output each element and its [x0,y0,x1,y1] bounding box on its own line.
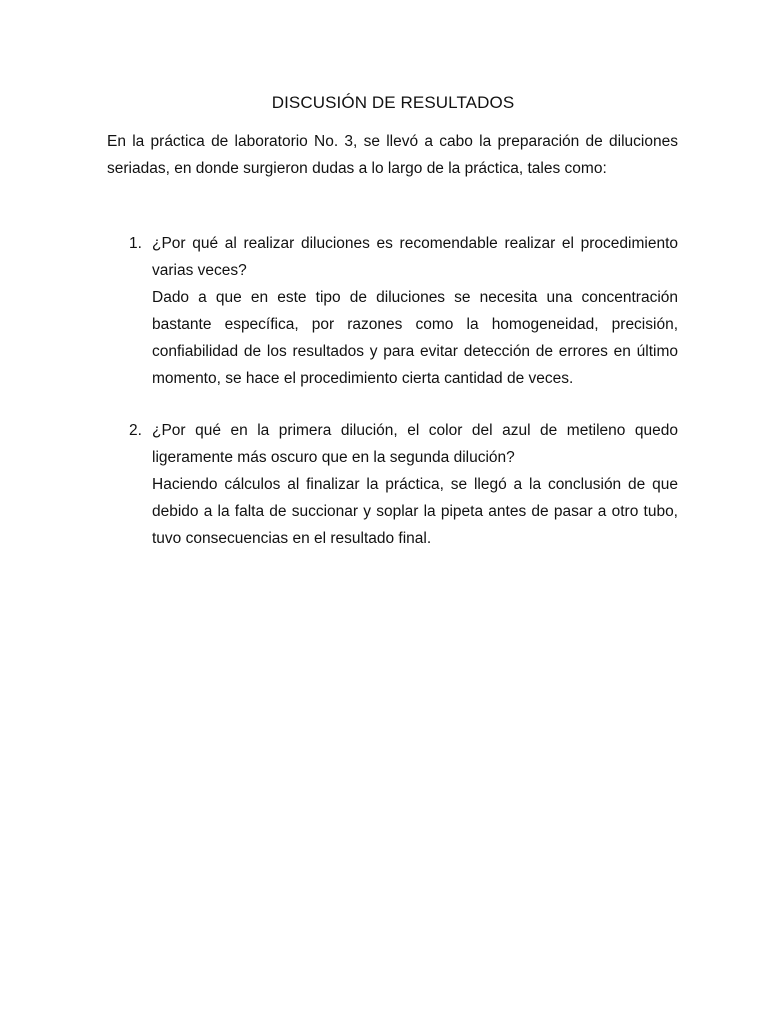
intro-paragraph: En la práctica de laboratorio No. 3, se llevó a cabo la preparación de diluciones seriadas, en donde surgieron dudas a lo largo de la práctica, tales como: [107,133,678,177]
question-text: ¿Por qué al realizar diluciones es recomendable realizar el procedimiento varias veces? [152,235,678,279]
answer-text: Haciendo cálculos al finalizar la práctica, se llegó a la conclusión de que debido a la falta de succionar y soplar la pipeta antes de pasar a otro tubo, tuvo consecuencias en el resultado final. [152,476,678,547]
answer-text: Dado a que en este tipo de diluciones se necesita una concentración bastante específica, por razones como la homogeneidad, precisión, confiabilidad de los resultados y para evitar detección de errores en último momento, se hace el procedimiento cierta cantidad de veces. [152,289,678,387]
list-item-number: 2. [129,422,142,439]
list-item-number: 1. [129,235,142,252]
list-item [107,417,678,552]
list-item [107,230,678,392]
list-item-body [152,230,678,392]
document-title: DISCUSIÓN DE RESULTADOS [271,93,515,112]
question-text: ¿Por qué en la primera dilución, el color del azul de metileno quedo ligeramente más oscuro que en la segunda dilución? [152,422,678,466]
list-item-body [152,417,678,552]
